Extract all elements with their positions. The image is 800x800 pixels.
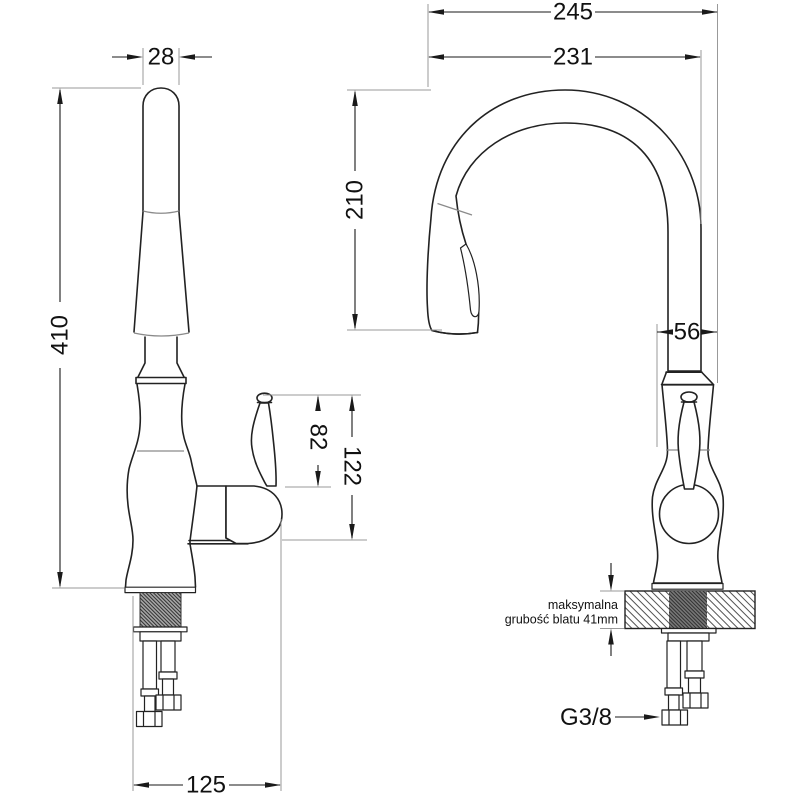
dim-spout-height: 210: [341, 179, 369, 221]
front-handle-pivot: [660, 485, 719, 544]
side-body-right-lower-edge: [190, 486, 197, 587]
dim-spout-outlet-height: 122: [338, 445, 366, 487]
side-spout-tube: [143, 88, 179, 211]
front-hose-nut-right: [683, 693, 708, 708]
side-mounting-plate: [134, 627, 188, 632]
side-hose-nut-left: [137, 712, 163, 727]
front-handle-stem: [678, 402, 700, 489]
label-countertop-note-line1: maksymalna: [547, 598, 618, 612]
front-view-faucet: [427, 90, 755, 725]
front-mounting-plate: [662, 629, 717, 634]
front-hose-nut-left: [662, 710, 688, 725]
front-mounting-block: [668, 633, 709, 641]
side-hose-nut-right: [156, 695, 181, 710]
label-thread-size: G3/8: [559, 704, 612, 731]
front-handle-knob: [681, 392, 697, 402]
front-gooseneck-spout: [427, 90, 701, 371]
side-body-right-edge: [182, 384, 226, 538]
label-countertop-note-line2: grubość blatu 41mm: [504, 612, 618, 627]
front-hoses: [662, 641, 708, 725]
side-mounting-block: [140, 632, 181, 641]
side-neck: [138, 337, 184, 377]
side-threaded-stem-hatch: [140, 593, 181, 627]
dim-base-depth: 125: [185, 771, 227, 799]
countertop-stem-hatch: [669, 591, 707, 629]
side-spout-seam: [143, 211, 179, 213]
dim-spout-diameter: 28: [147, 43, 175, 71]
side-cartridge-housing: [226, 486, 282, 544]
side-body-left-edge: [126, 384, 141, 587]
side-cone-seam: [134, 333, 189, 336]
side-handle: [251, 403, 276, 486]
side-base-plate: [125, 587, 196, 592]
side-cone: [134, 212, 189, 332]
side-view-faucet: [125, 88, 282, 727]
dim-spout-reach: 231: [552, 43, 594, 71]
dim-total-height: 410: [46, 314, 74, 356]
side-collar: [136, 378, 186, 384]
front-collar: [662, 372, 713, 384]
dim-body-width: 56: [673, 318, 701, 346]
front-base-plate: [652, 584, 723, 590]
dim-handle-height: 82: [304, 423, 332, 451]
side-hoses: [137, 641, 182, 727]
dim-overall-depth: 245: [552, 0, 594, 26]
